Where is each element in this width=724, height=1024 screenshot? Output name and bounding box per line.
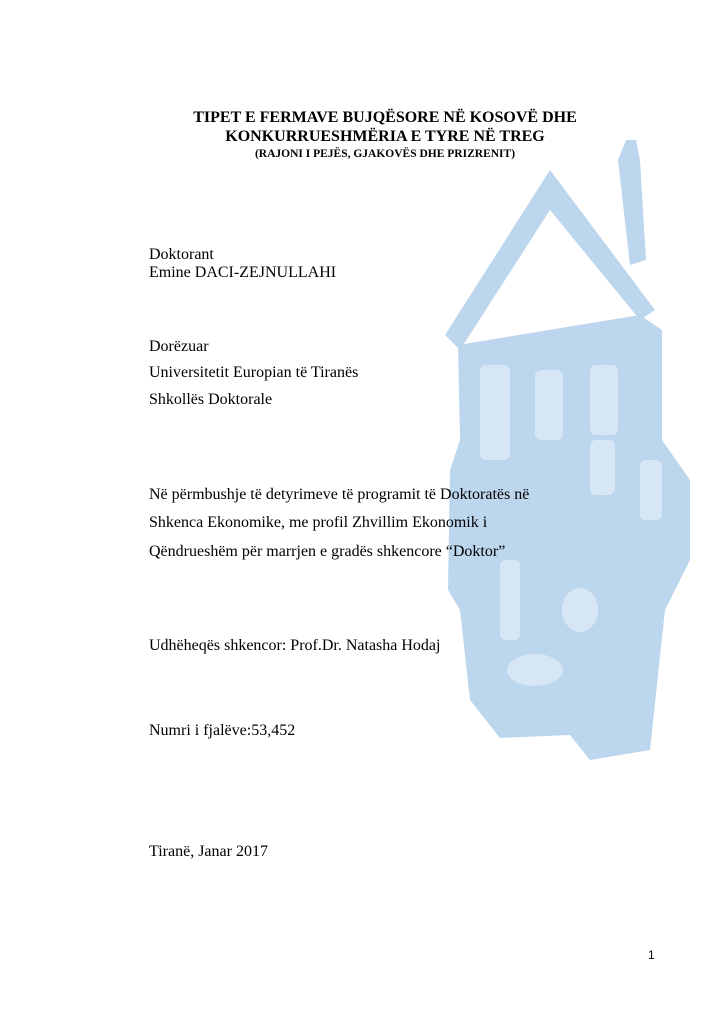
candidate-label: Doktorant bbox=[149, 246, 214, 263]
title-block bbox=[150, 108, 620, 162]
page-number: 1 bbox=[648, 948, 655, 962]
title-line-2: KONKURRUESHMËRIA E TYRE NË TREG bbox=[225, 128, 545, 145]
submitted-label: Dorëzuar bbox=[149, 338, 209, 355]
title-line-1: TIPET E FERMAVE BUJQËSORE NË KOSOVË DHE bbox=[193, 109, 577, 126]
title-subtitle: (RAJONI I PEJËS, GJAKOVËS DHE PRIZRENIT) bbox=[254, 148, 516, 160]
place-date: Tiranë, Janar 2017 bbox=[149, 843, 268, 860]
supervisor-line: Udhëheqës shkencor: Prof.Dr. Natasha Hodaj bbox=[149, 637, 441, 654]
university-name: Universitetit Europian të Tiranës bbox=[149, 364, 359, 381]
candidate-name: Emine DACI-ZEJNULLAHI bbox=[149, 264, 337, 281]
purpose-line-1: Në përmbushje të detyrimeve të programit të Doktoratës në bbox=[149, 486, 530, 503]
university-house-logo-icon bbox=[440, 140, 700, 780]
purpose-line-3: Qëndrueshëm për marrjen e gradës shkencore “Doktor” bbox=[149, 543, 506, 560]
school-name: Shkollës Doktorale bbox=[149, 391, 273, 408]
word-count: Numri i fjalëve:53,452 bbox=[149, 722, 296, 739]
purpose-line-2: Shkenca Ekonomike, me profil Zhvillim Ekonomik i bbox=[149, 514, 488, 531]
